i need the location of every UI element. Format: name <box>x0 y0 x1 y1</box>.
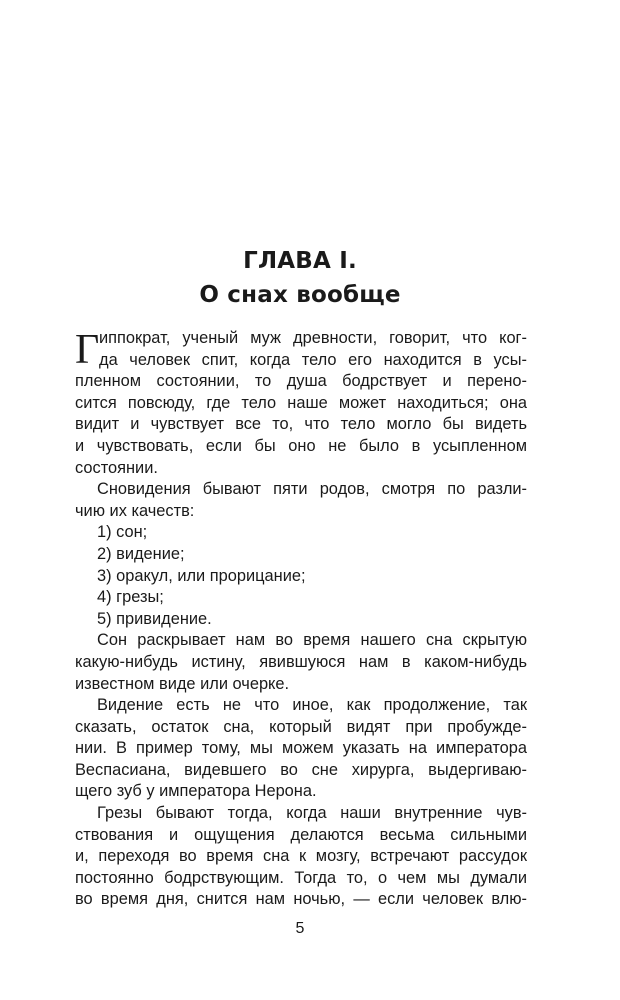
drop-cap: Г <box>75 327 100 373</box>
first-paragraph <box>75 328 527 479</box>
list-item: 2) видение; <box>97 544 185 563</box>
text-line: какую-нибудь истину, явившуюся нам в каком-нибудь <box>75 652 527 671</box>
text-line: состоянии. <box>75 458 158 477</box>
text-line: Видение есть не что иное, как продолжение, так <box>97 696 527 715</box>
chapter-number: ГЛАВА I. <box>243 248 357 274</box>
text-line: Веспасиана, видевшего во сне хирурга, выдергиваю- <box>75 760 527 779</box>
body-text <box>75 328 527 911</box>
text-line: известном виде или очерке. <box>75 674 290 693</box>
text-line: постоянно бодрствующим. Тогда то, о чем мы думали <box>75 868 527 887</box>
text-line: Сновидения бывают пяти родов, смотря по разли- <box>97 480 527 499</box>
text-line: сится повсюду, где тело наше может находиться; она <box>75 393 527 412</box>
chapter-heading <box>0 244 600 312</box>
list-item: 5) привидение. <box>97 609 212 628</box>
text-line: да человек спит, когда тело его находится в усы- <box>99 350 527 369</box>
text-line: Грезы бывают тогда, когда наши внутренние чув- <box>97 804 527 823</box>
text-line: щего зуб у императора Нерона. <box>75 782 317 801</box>
text-line: во время дня, снится нам ночью, — если человек влю- <box>75 890 527 909</box>
text-line: нии. В пример тому, мы можем указать на императора <box>75 739 527 758</box>
text-line: сказать, остаток сна, который видят при пробужде- <box>75 717 527 736</box>
page-number: 5 <box>295 920 305 937</box>
text-line: видит и чувствует все то, что тело могло бы видеть <box>75 415 527 434</box>
text-line: иппократ, ученый муж древности, говорит, что ког- <box>99 329 527 347</box>
text-line: и, переходя во время сна к мозгу, встречают рассудок <box>75 847 527 866</box>
chapter-title: О снах вообще <box>199 282 401 308</box>
text-line: и чувствовать, если бы оно не было в усыпленном <box>75 436 527 455</box>
list-item: 4) грезы; <box>97 588 164 607</box>
list-item: 3) оракул, или прорицание; <box>97 566 306 585</box>
text-line: ствования и ощущения делаются весьма сильными <box>75 825 527 844</box>
text-line: пленном состоянии, то душа бодрствует и перено- <box>75 372 527 391</box>
list-item: 1) сон; <box>97 523 148 542</box>
text-line: чию их качеств: <box>75 501 195 520</box>
text-line: Сон раскрывает нам во время нашего сна скрытую <box>97 631 527 650</box>
